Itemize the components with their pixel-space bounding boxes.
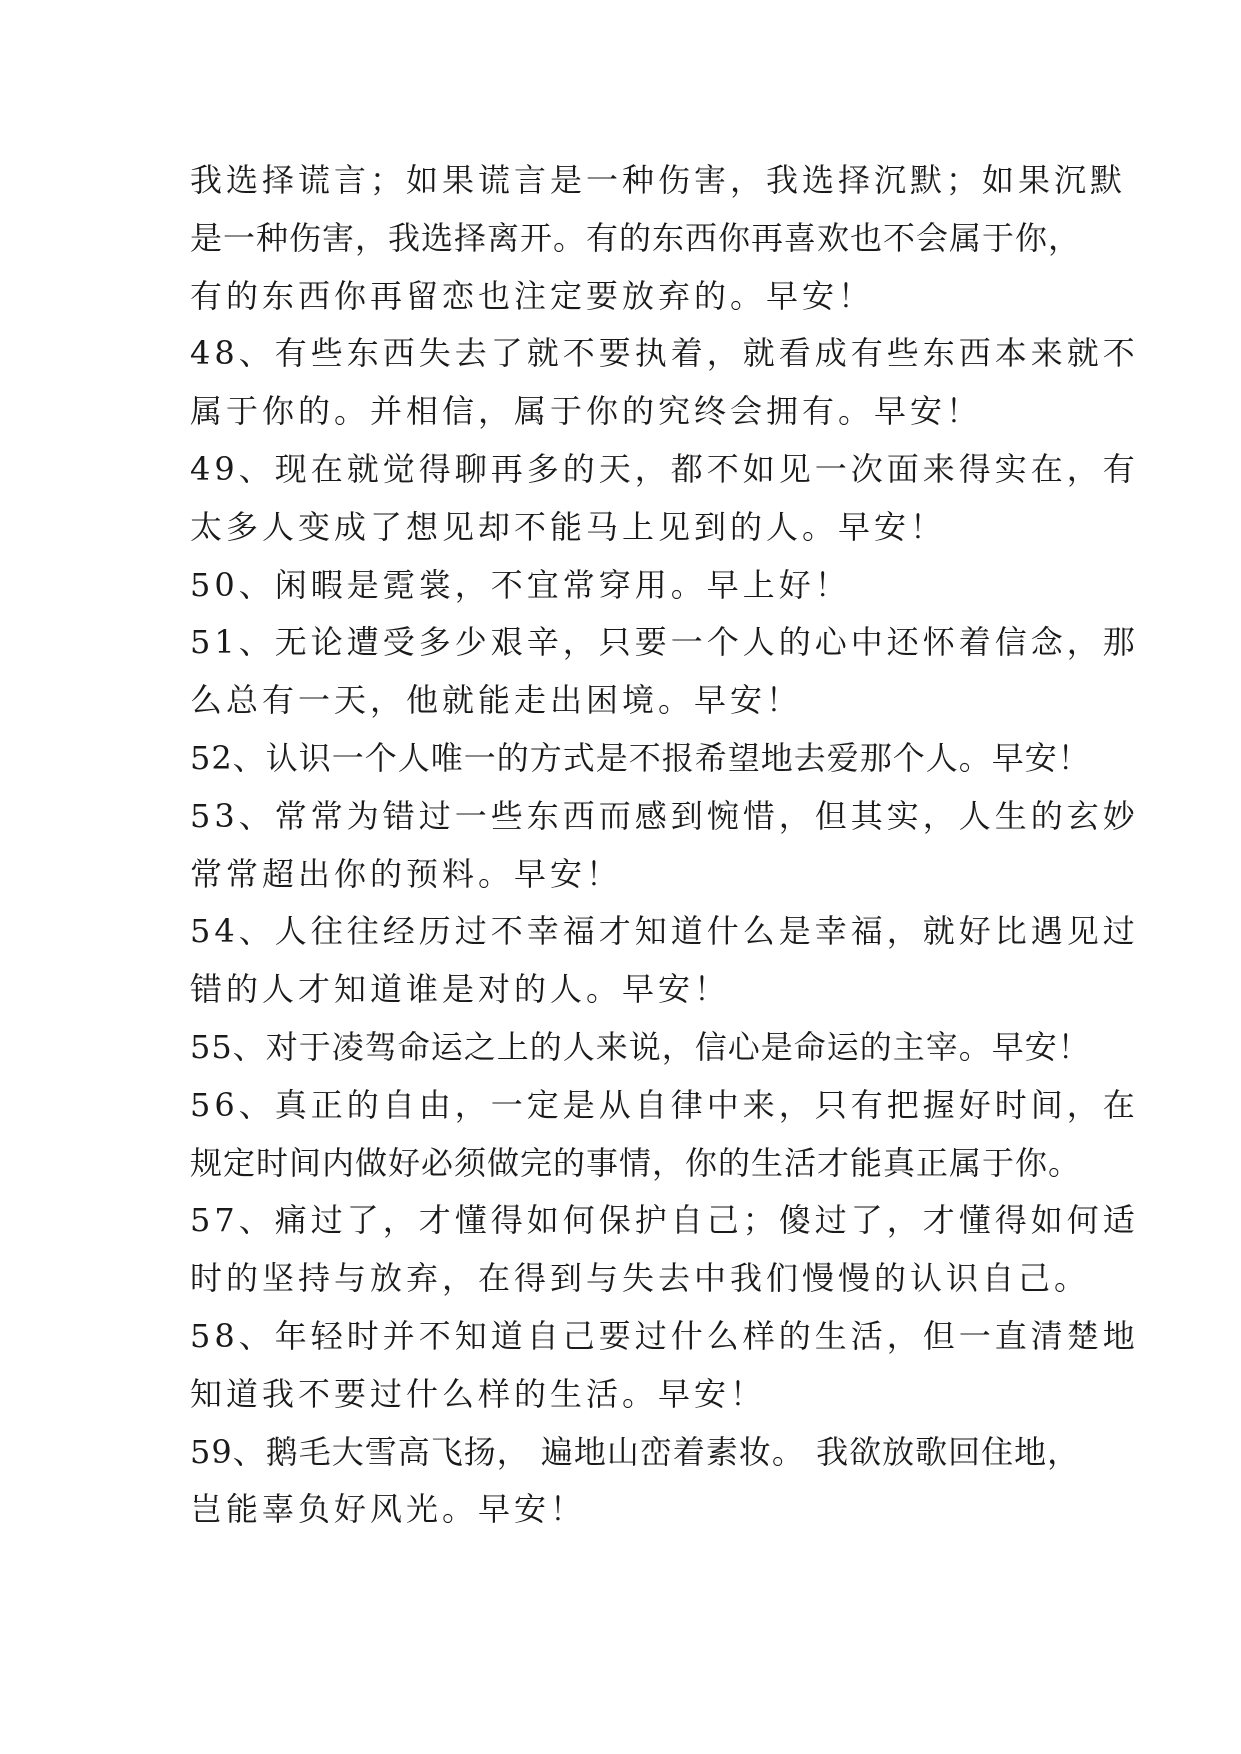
text-line: 岂能辜负好风光。早安！ <box>190 1490 587 1529</box>
text-line: 48、有些东西失去了就不要执着，就看成有些东西本来就不 <box>190 334 1139 373</box>
text-line: 54、人往往经历过不幸福才知道什么是幸福，就好比遇见过 <box>190 912 1139 951</box>
text-line: 属于你的。并相信，属于你的究终会拥有。早安！ <box>190 392 983 431</box>
text-line: 有的东西你再留恋也注定要放弃的。早安！ <box>190 276 875 315</box>
text-line: 57、痛过了，才懂得如何保护自己；傻过了，才懂得如何适 <box>190 1201 1139 1240</box>
text-line: 58、年轻时并不知道自己要过什么样的生活，但一直清楚地 <box>190 1316 1139 1355</box>
text-line: 50、闲暇是霓裳，不宜常穿用。早上好！ <box>190 565 851 604</box>
text-line: 51、无论遭受多少艰辛，只要一个人的心中还怀着信念，那 <box>190 623 1139 662</box>
text-line: 错的人才知道谁是对的人。早安！ <box>190 970 731 1009</box>
text-line: 49、现在就觉得聊再多的天，都不如见一次面来得实在，有 <box>190 449 1139 488</box>
text-line: 56、真正的自由，一定是从自律中来，只有把握好时间，在 <box>190 1085 1139 1124</box>
text-line: 我选择谎言；如果谎言是一种伤害，我选择沉默；如果沉默 <box>190 161 1127 199</box>
text-line: 52、认识一个人唯一的方式是不报希望地去爱那个人。早安！ <box>190 738 1091 777</box>
text-line: 是一种伤害，我选择离开。有的东西你再喜欢也不会属于你， <box>190 218 1082 257</box>
text-line: 么总有一天，他就能走出困境。早安！ <box>190 681 803 720</box>
text-line: 55、对于凌驾命运之上的人来说，信心是命运的主宰。早安！ <box>190 1027 1091 1066</box>
text-line: 太多人变成了想见却不能马上见到的人。早安！ <box>190 507 947 546</box>
text-line: 规定时间内做好必须做完的事情，你的生活才能真正属于你。 <box>190 1143 1082 1182</box>
text-line: 知道我不要过什么样的生活。早安！ <box>190 1374 767 1413</box>
text-line: 59、鹅毛大雪高飞扬， 遍地山峦着素妆。 我欲放歌回住地， <box>190 1432 1081 1471</box>
text-line: 53、常常为错过一些东西而感到惋惜，但其实，人生的玄妙 <box>190 796 1139 835</box>
text-line: 时的坚持与放弃，在得到与失去中我们慢慢的认识自己。 <box>190 1259 1091 1298</box>
text-line: 常常超出你的预料。早安！ <box>190 854 623 893</box>
document-body <box>190 152 1139 1539</box>
